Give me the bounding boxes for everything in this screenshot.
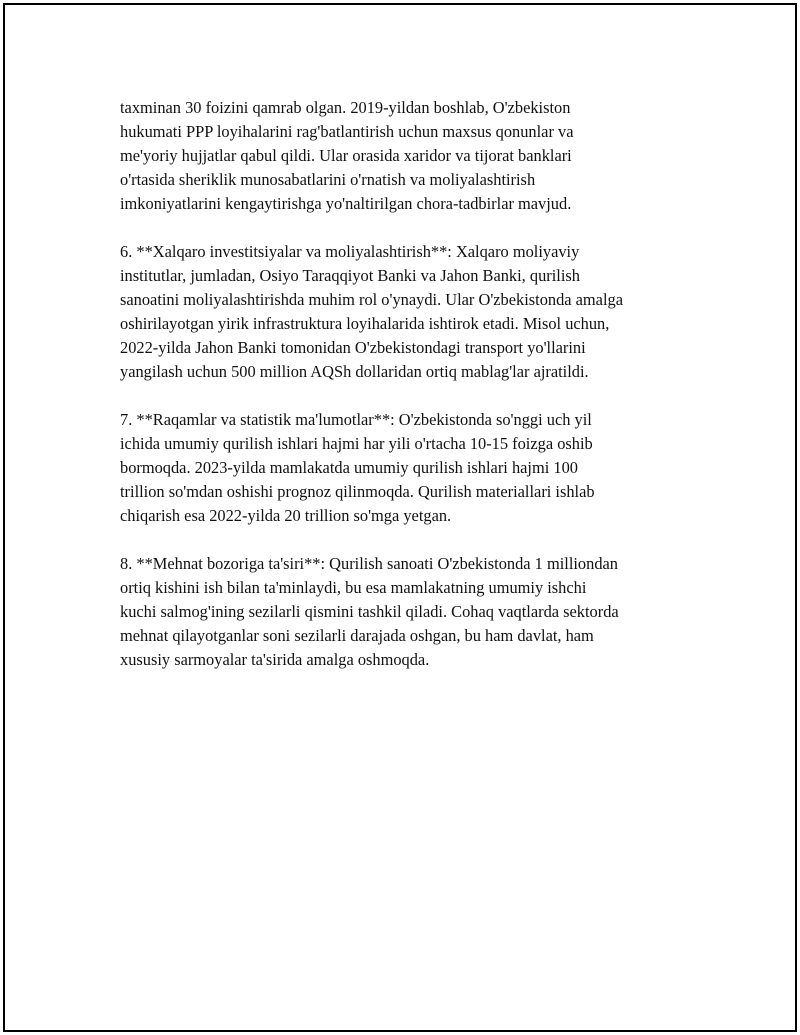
- text-line: mehnat qilayotganlar soni sezilarli darajada oshgan, bu ham davlat, ham: [120, 626, 594, 645]
- document-body: [120, 96, 700, 696]
- text-line: 7. **Raqamlar va statistik ma'lumotlar**: O'zbekistonda so'nggi uch yil: [120, 410, 592, 429]
- text-line: chiqarish esa 2022-yilda 20 trillion so'mga yetgan.: [120, 506, 452, 525]
- text-line: sanoatini moliyalashtirishda muhim rol o'ynaydi. Ular O'zbekistonda amalga: [120, 290, 623, 309]
- text-line: imkoniyatlarini kengaytirishga yo'naltirilgan chora-tadbirlar mavjud.: [120, 194, 572, 213]
- text-line: 6. **Xalqaro investitsiyalar va moliyalashtirish**: Xalqaro moliyaviy: [120, 242, 580, 261]
- paragraph-ppp-continuation: [120, 96, 700, 216]
- text-line: ichida umumiy qurilish ishlari hajmi har yili o'rtacha 10-15 foizga oshib: [120, 434, 593, 453]
- document-page: [3, 3, 797, 1032]
- text-line: xususiy sarmoyalar ta'sirida amalga oshmoqda.: [120, 650, 430, 669]
- paragraph-labor-market: [120, 552, 700, 672]
- text-line: hukumati PPP loyihalarini rag'batlantirish uchun maxsus qonunlar va: [120, 122, 574, 141]
- text-line: me'yoriy hujjatlar qabul qildi. Ular orasida xaridor va tijorat banklari: [120, 146, 572, 165]
- text-line: bormoqda. 2023-yilda mamlakatda umumiy qurilish ishlari hajmi 100: [120, 458, 578, 477]
- text-line: taxminan 30 foizini qamrab olgan. 2019-yildan boshlab, O'zbekiston: [120, 98, 571, 117]
- text-line: 8. **Mehnat bozoriga ta'siri**: Qurilish sanoati O'zbekistonda 1 milliondan: [120, 554, 618, 573]
- paragraph-statistics: [120, 408, 700, 528]
- text-line: trillion so'mdan oshishi prognoz qilinmoqda. Qurilish materiallari ishlab: [120, 482, 595, 501]
- paragraph-international-investment: [120, 240, 700, 384]
- text-line: kuchi salmog'ining sezilarli qismini tashkil qiladi. Cohaq vaqtlarda sektorda: [120, 602, 619, 621]
- text-line: ortiq kishini ish bilan ta'minlaydi, bu esa mamlakatning umumiy ishchi: [120, 578, 587, 597]
- text-line: o'rtasida sheriklik munosabatlarini o'rnatish va moliyalashtirish: [120, 170, 536, 189]
- text-line: 2022-yilda Jahon Banki tomonidan O'zbekistondagi transport yo'llarini: [120, 338, 586, 357]
- text-line: yangilash uchun 500 million AQSh dollaridan ortiq mablag'lar ajratildi.: [120, 362, 589, 381]
- text-line: institutlar, jumladan, Osiyo Taraqqiyot Banki va Jahon Banki, qurilish: [120, 266, 580, 285]
- text-line: oshirilayotgan yirik infrastruktura loyihalarida ishtirok etadi. Misol uchun,: [120, 314, 610, 333]
